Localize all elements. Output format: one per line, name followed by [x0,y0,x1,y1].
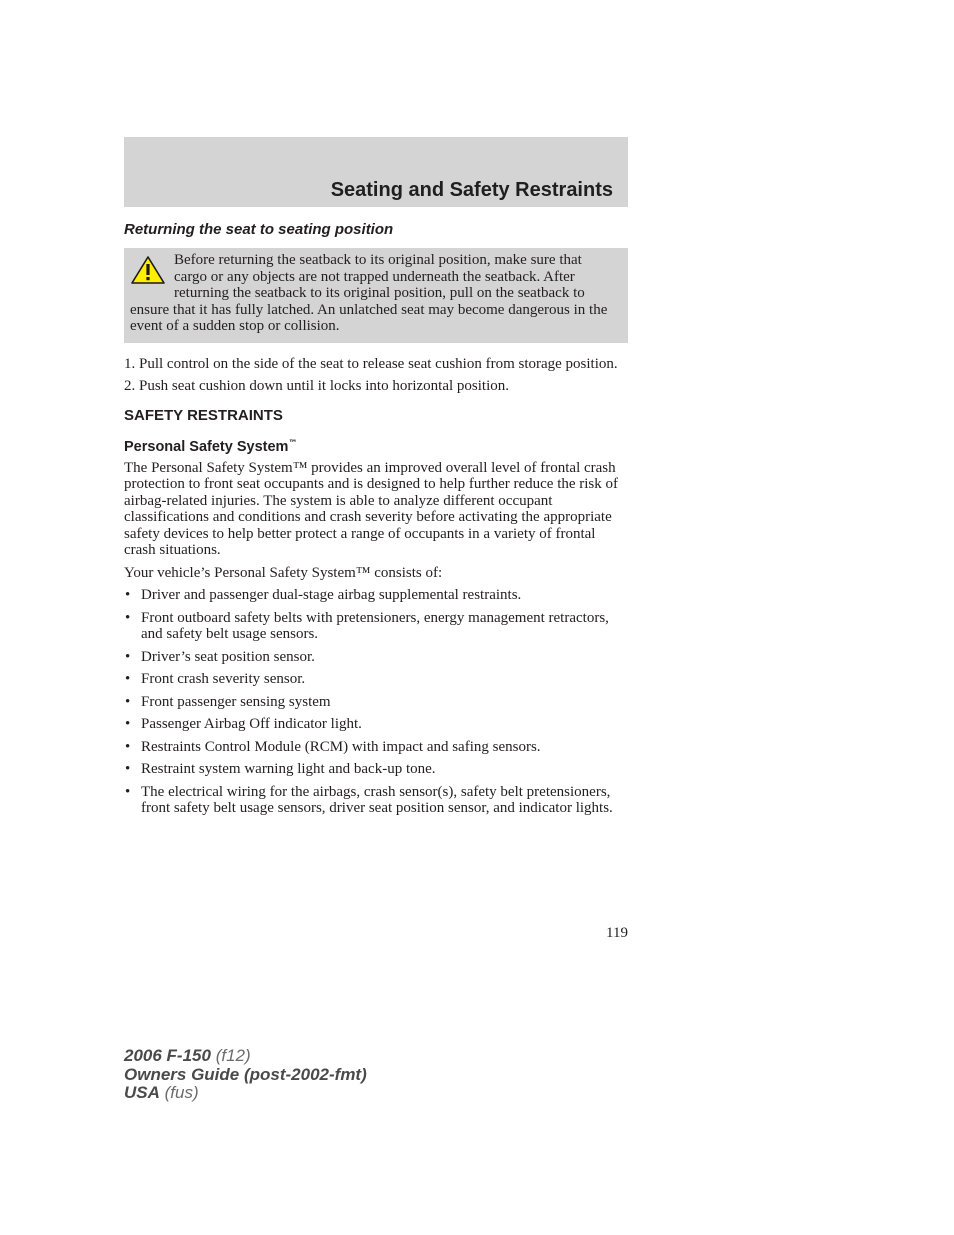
bullet-icon: • [125,671,131,687]
intro-paragraph: The Personal Safety System™ provides an improved overall level of frontal crash protection to front seat occupants and is designed to help further reduce the risk of airbag-related injuries. The system is able to analyze different occupant classifications and conditions and crash severity before activating the appropriate safety devices to help better protect a range of occupants in a variety of frontal crash situations. [124,459,619,558]
personal-safety-system-heading [124,435,628,456]
list-item [124,694,628,711]
footer-guide: Owners Guide (post-2002-fmt) [124,1064,367,1084]
list-item-text: Driver and passenger dual-stage airbag supplemental restraints. [141,587,522,603]
section-header-band [124,137,628,207]
page-content [124,220,628,823]
list-item-text: The electrical wiring for the airbags, crash sensor(s), safety belt pretensioners, front safety belt usage sensors, driver seat position sensor, and indicator lights. [141,783,613,816]
step-item: 2. Push seat cushion down until it locks into horizontal position. [124,378,509,394]
list-item [124,671,628,688]
document-footer [124,1047,367,1103]
footer-line-market [124,1084,367,1103]
footer-line-model [124,1047,367,1066]
bullet-icon: • [125,738,131,755]
bullet-icon: • [125,648,131,665]
bullet-icon: • [125,587,131,603]
page-number: 119 [606,925,628,941]
components-list [124,587,628,817]
footer-line-guide [124,1066,367,1085]
steps-list [124,356,628,395]
warning-box [124,248,628,343]
list-item [124,649,628,666]
list-item-text: Driver’s seat position sensor. [141,648,315,665]
consists-of-paragraph: Your vehicle’s Personal Safety System™ consists of: [124,564,443,581]
step-item: 1. Pull control on the side of the seat to release seat cushion from storage position. [124,355,618,372]
warning-triangle-icon [130,255,166,285]
list-item [124,784,628,817]
bullet-icon: • [125,693,131,710]
section-title: Seating and Safety Restraints [330,179,613,201]
bullet-icon: • [125,609,131,626]
list-item [124,587,628,604]
list-item-text: Restraint system warning light and back-up tone. [141,761,436,777]
list-item [124,610,628,643]
trademark-symbol: ™ [288,438,298,449]
list-item-text: Passenger Airbag Off indicator light. [141,716,362,732]
footer-model: 2006 F-150 [124,1046,211,1065]
list-item-text: Restraints Control Module (RCM) with impact and safing sensors. [141,738,541,755]
returning-seat-heading: Returning the seat to seating position [124,221,394,238]
subheading-text: Personal Safety System [124,438,289,455]
footer-market: USA [124,1083,160,1102]
list-item [124,716,628,733]
warning-text: Before returning the seatback to its original position, make sure that cargo or any objects are not trapped underneath the seatback. After returning the seatback to its original position, pull on the seatback to ensure that it has fully latched. An unlatched seat may become dangerous in the event of a sudden stop or collision. [130,252,608,334]
list-item [124,761,628,778]
bullet-icon: • [125,761,131,777]
footer-market-code: (fus) [164,1083,199,1102]
bullet-icon: • [125,783,131,800]
list-item-text: Front crash severity sensor. [141,671,306,687]
list-item [124,739,628,756]
list-item-text: Front outboard safety belts with pretensioners, energy management retractors, and safety belt usage sensors. [141,609,609,642]
list-item-text: Front passenger sensing system [141,693,331,710]
bullet-icon: • [125,716,131,732]
safety-restraints-heading: SAFETY RESTRAINTS [124,406,283,424]
footer-model-code: (f12) [215,1046,251,1065]
